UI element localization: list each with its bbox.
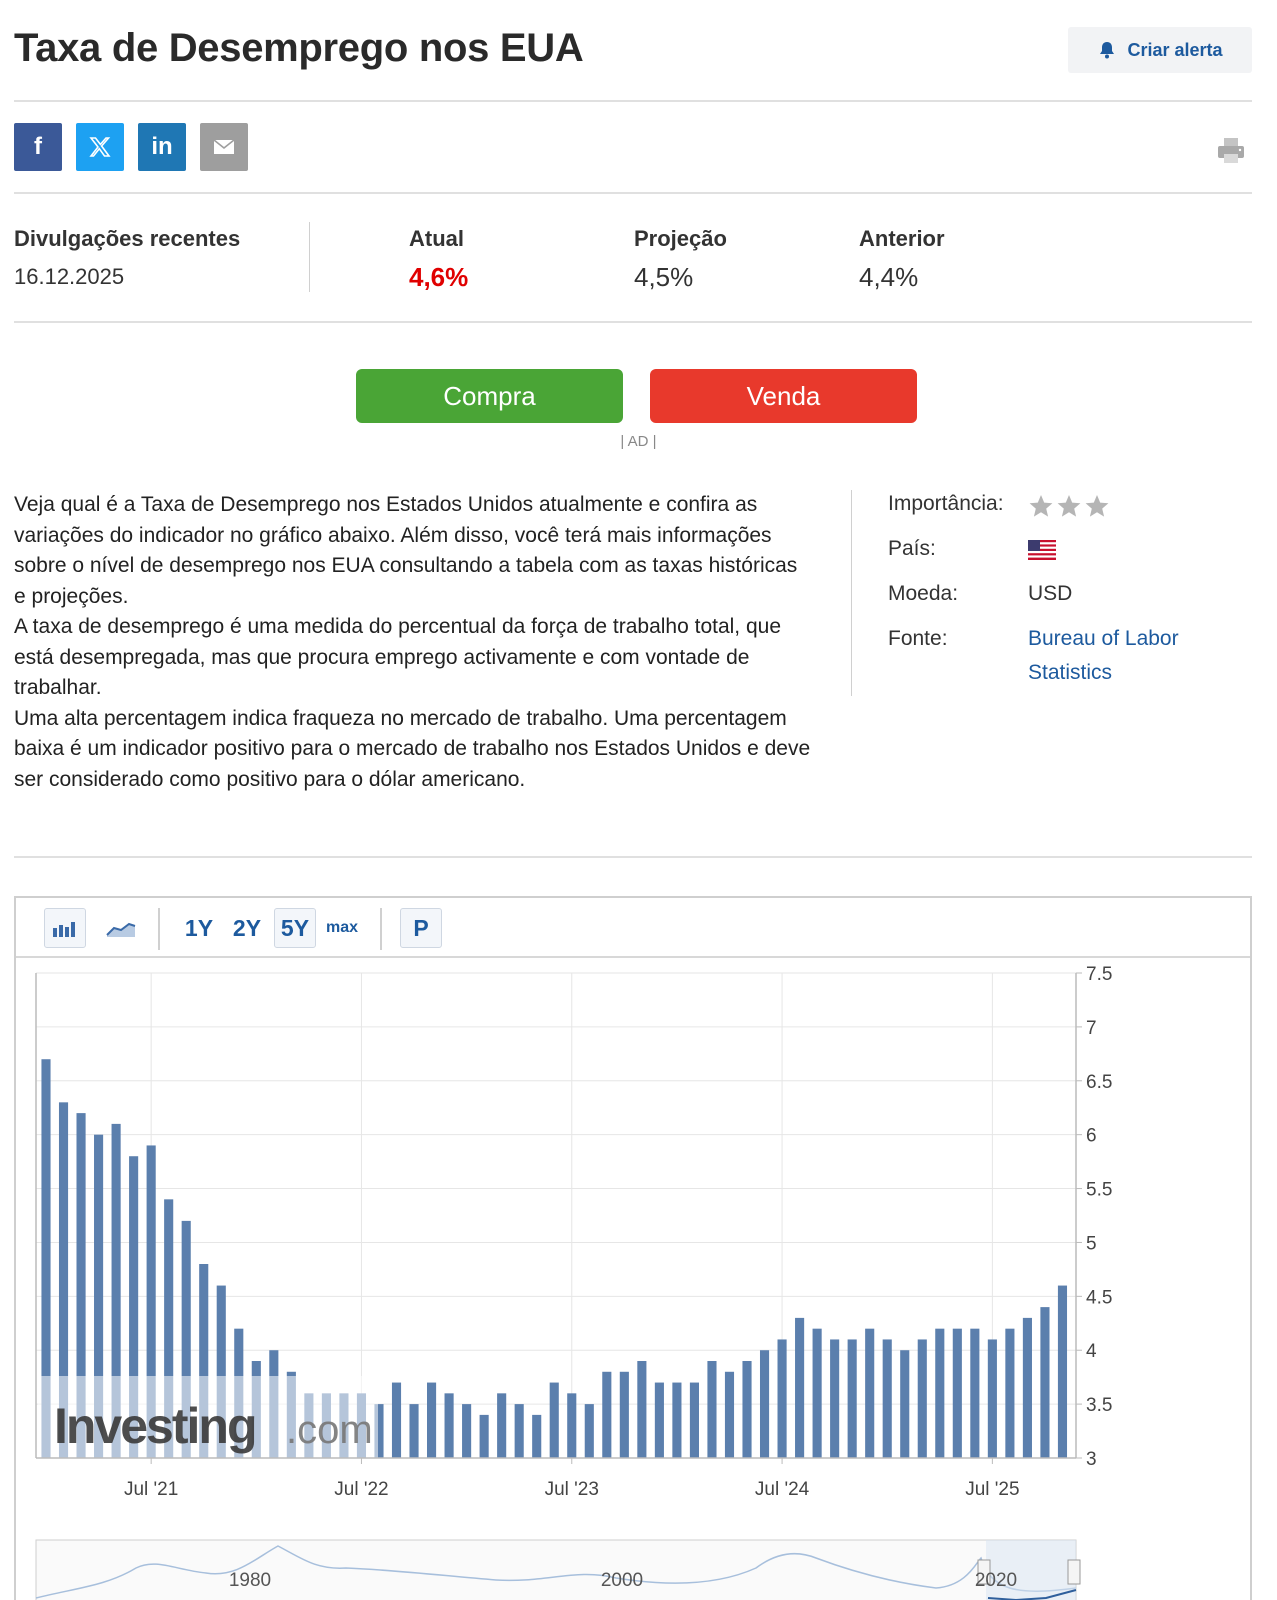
divider bbox=[380, 908, 382, 950]
bar bbox=[480, 1415, 489, 1458]
bar bbox=[707, 1361, 716, 1458]
range-max-button[interactable]: max bbox=[325, 919, 359, 936]
buy-button[interactable]: Compra bbox=[356, 369, 623, 423]
bar bbox=[655, 1383, 664, 1458]
bar bbox=[409, 1404, 418, 1458]
divider bbox=[14, 856, 1252, 858]
divider bbox=[14, 321, 1252, 323]
watermark-logo-suffix: .com bbox=[286, 1408, 373, 1452]
y-tick-label: 7.5 bbox=[1086, 964, 1113, 985]
country-label: País: bbox=[888, 537, 936, 560]
x-tick-label: Jul '25 bbox=[965, 1479, 1020, 1500]
bar bbox=[970, 1329, 979, 1458]
bell-icon bbox=[1097, 40, 1117, 60]
share-bar bbox=[14, 123, 248, 171]
bar bbox=[988, 1339, 997, 1458]
actual-label: Atual bbox=[409, 226, 464, 251]
mail-icon bbox=[211, 134, 237, 160]
x-share-button[interactable] bbox=[76, 123, 124, 171]
y-tick-label: 7 bbox=[1086, 1017, 1097, 1039]
create-alert-button[interactable] bbox=[1068, 27, 1252, 73]
area-chart-button[interactable] bbox=[100, 908, 142, 948]
bar-chart-icon bbox=[51, 917, 79, 939]
divider bbox=[14, 100, 1252, 102]
star-icon bbox=[1028, 493, 1054, 519]
page-header bbox=[14, 22, 1252, 82]
description-paragraph: Veja qual é a Taxa de Desemprego nos Estados Unidos atualmente e confira as variações do indicador no gráfico abaixo. Além disso, você terá mais informações sobre o nível de desemprego nos EUA consultando a tabela com as taxas históricas e projeções. bbox=[14, 493, 798, 608]
linkedin-icon: in bbox=[151, 133, 173, 160]
bar bbox=[865, 1329, 874, 1458]
bar bbox=[567, 1393, 576, 1458]
bar bbox=[427, 1383, 436, 1458]
bar bbox=[1005, 1329, 1014, 1458]
y-tick-label: 4.5 bbox=[1086, 1287, 1113, 1309]
bar bbox=[935, 1329, 944, 1458]
importance-label: Importância: bbox=[888, 492, 1004, 515]
description-paragraph: Uma alta percentagem indica fraqueza no mercado de trabalho. Uma percentagem baixa é um indicador positivo para o mercado de trabalho nos Estados Unidos e deve ser considerado como positivo para o dólar americano. bbox=[14, 706, 811, 791]
bar bbox=[725, 1372, 734, 1458]
bar bbox=[760, 1350, 769, 1458]
y-tick-label: 3.5 bbox=[1086, 1395, 1113, 1417]
importance-stars bbox=[1028, 493, 1110, 519]
bar bbox=[830, 1339, 839, 1458]
bar bbox=[602, 1372, 611, 1458]
facebook-icon: f bbox=[34, 133, 42, 160]
y-tick-label: 6 bbox=[1086, 1125, 1097, 1147]
actual-value: 4,6% bbox=[409, 262, 469, 292]
navigator-label: 2000 bbox=[600, 1570, 644, 1591]
x-icon bbox=[87, 134, 113, 160]
email-share-button[interactable] bbox=[200, 123, 248, 171]
us-flag-icon bbox=[1028, 540, 1056, 560]
bar bbox=[813, 1329, 822, 1458]
star-icon bbox=[1084, 493, 1110, 519]
bar bbox=[778, 1339, 787, 1458]
bar bbox=[497, 1393, 506, 1458]
y-tick-label: 5.5 bbox=[1086, 1179, 1113, 1201]
bar bbox=[445, 1393, 454, 1458]
bar bbox=[532, 1415, 541, 1458]
x-tick-label: Jul '23 bbox=[544, 1479, 599, 1500]
area-chart-icon bbox=[105, 917, 137, 939]
recent-releases-label: Divulgações recentes bbox=[14, 226, 241, 251]
bar bbox=[883, 1339, 892, 1458]
star-icon bbox=[1056, 493, 1082, 519]
bar bbox=[620, 1372, 629, 1458]
previous-label: Anterior bbox=[859, 226, 945, 251]
description-paragraph: A taxa de desemprego é uma medida do percentual da força de trabalho total, que está desempregada, mas que procura emprego activamente e com vontade de trabalhar. bbox=[14, 615, 782, 699]
range-2y-button[interactable]: 2Y bbox=[232, 914, 262, 941]
bar bbox=[795, 1318, 804, 1458]
source-link[interactable] bbox=[1028, 622, 1179, 690]
range-5y-button[interactable]: 5Y bbox=[274, 908, 316, 948]
y-tick-label: 5 bbox=[1086, 1233, 1097, 1255]
chart-toolbar bbox=[16, 898, 1250, 958]
forecast-label: Projeção bbox=[634, 226, 727, 251]
p-button[interactable]: P bbox=[400, 908, 442, 948]
release-date: 16.12.2025 bbox=[14, 264, 125, 289]
printer-icon[interactable] bbox=[1215, 134, 1247, 166]
page-title: Taxa de Desemprego nos EUA bbox=[14, 26, 584, 70]
recent-releases bbox=[14, 222, 1252, 294]
navigator-label: 2020 bbox=[974, 1570, 1018, 1591]
watermark-logo: Investing bbox=[54, 1398, 256, 1454]
divider bbox=[309, 222, 310, 292]
bar bbox=[392, 1383, 401, 1458]
bar bbox=[637, 1361, 646, 1458]
bar bbox=[1023, 1318, 1032, 1458]
sell-button[interactable]: Venda bbox=[650, 369, 917, 423]
chart-container bbox=[14, 896, 1252, 1600]
divider bbox=[851, 490, 852, 696]
ad-label: | AD | bbox=[620, 433, 657, 450]
bar bbox=[462, 1404, 471, 1458]
bar bbox=[515, 1404, 524, 1458]
indicator-description bbox=[14, 490, 814, 795]
navigator-label: 1980 bbox=[228, 1570, 272, 1591]
range-1y-button[interactable]: 1Y bbox=[184, 914, 214, 941]
bar bbox=[550, 1383, 559, 1458]
divider bbox=[14, 192, 1252, 194]
create-alert-label: Criar alerta bbox=[1127, 39, 1223, 60]
unemployment-bar-chart bbox=[16, 958, 1250, 1600]
navigator bbox=[36, 1540, 1076, 1600]
bar bbox=[672, 1383, 681, 1458]
bar bbox=[918, 1339, 927, 1458]
bar bbox=[585, 1404, 594, 1458]
currency-value: USD bbox=[1028, 582, 1073, 605]
bar bbox=[742, 1361, 751, 1458]
bar bbox=[1058, 1286, 1067, 1458]
bar bbox=[690, 1383, 699, 1458]
y-tick-label: 6.5 bbox=[1086, 1071, 1113, 1093]
y-tick-label: 4 bbox=[1086, 1341, 1097, 1363]
bar bbox=[900, 1350, 909, 1458]
previous-value: 4,4% bbox=[859, 262, 919, 292]
linkedin-share-button[interactable] bbox=[138, 123, 186, 171]
forecast-value: 4,5% bbox=[634, 262, 694, 292]
bar bbox=[848, 1339, 857, 1458]
source-link-line[interactable]: Statistics bbox=[1028, 661, 1113, 684]
bar bbox=[1040, 1307, 1049, 1458]
source-label: Fonte: bbox=[888, 627, 948, 650]
divider bbox=[158, 908, 160, 950]
navigator-handle-right bbox=[1068, 1560, 1080, 1584]
y-tick-label: 3 bbox=[1086, 1449, 1097, 1470]
x-tick-label: Jul '21 bbox=[123, 1479, 179, 1500]
bar-chart-button[interactable] bbox=[44, 908, 86, 948]
bar bbox=[953, 1329, 962, 1458]
x-tick-label: Jul '24 bbox=[754, 1479, 810, 1500]
facebook-share-button[interactable] bbox=[14, 123, 62, 171]
x-tick-label: Jul '22 bbox=[334, 1479, 389, 1500]
currency-label: Moeda: bbox=[888, 582, 959, 605]
source-link-line[interactable]: Bureau of Labor bbox=[1028, 627, 1179, 650]
